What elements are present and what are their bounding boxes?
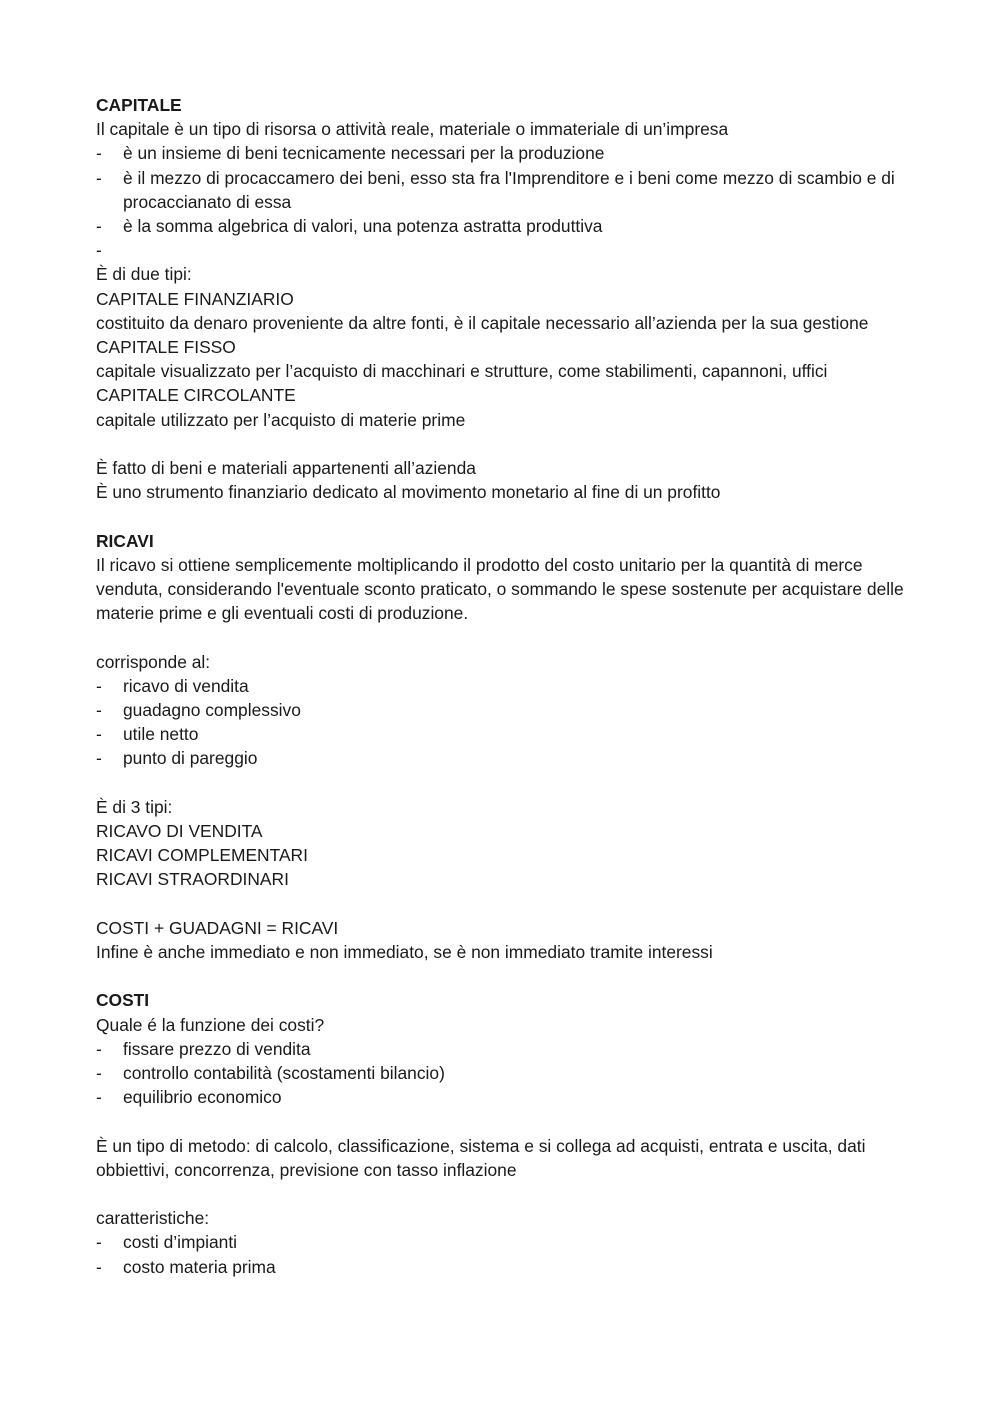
capitale-finanziario-label: CAPITALE FINANZIARIO [96,288,294,309]
list-item-text: è il mezzo di procaccamero dei beni, esso sta fra l'Imprenditore e i beni come mezzo di scambio e di procaccianato di essa [123,167,895,212]
section-costi [96,988,906,1278]
section-title-capitale: CAPITALE [96,95,182,115]
list-item [96,1230,906,1254]
section-capitale [96,93,906,504]
costi-features-list [96,1230,906,1278]
list-item-text [123,240,128,260]
list-item [96,166,906,214]
dash-marker: - [96,216,102,237]
ricavi-intro: Il ricavo si ottiene semplicemente moltiplicando il prodotto del costo unitario per la quantità di merce venduta, considerando l'eventuale sconto praticato, o sommando le spese sostenute per acquistare delle materie prime e gli eventuali costi di produzione. [96,554,904,624]
blank-line [96,964,906,988]
blank-line [96,1182,906,1206]
ricavi-corresponds-label: corrisponde al: [96,651,211,672]
list-item [96,746,906,770]
capitale-intro: Il capitale è un tipo di risorsa o attività reale, materiale o immateriale di un’impresa [96,119,729,140]
list-item [96,141,906,165]
list-item-text: utile netto [123,724,199,745]
list-item-text: costi d’impianti [123,1232,238,1253]
dash-marker: - [96,675,102,696]
capitale-closing-1: È fatto di beni e materiali appartenenti all’azienda [96,458,476,479]
list-item [96,1085,906,1109]
ricavi-closing: Infine è anche immediato e non immediato, se è non immediato tramite interessi [96,942,713,963]
section-title-costi: COSTI [96,990,150,1011]
dash-marker: - [96,1038,102,1059]
ricavi-type: RICAVI COMPLEMENTARI [96,845,308,866]
dash-marker: - [96,240,102,261]
costi-question: Quale é la funzione dei costi? [96,1014,325,1035]
list-item-text: equilibrio economico [123,1087,282,1108]
capitale-circolante-label: CAPITALE CIRCOLANTE [96,385,296,406]
ricavi-types-intro: È di 3 tipi: [96,796,173,817]
dash-marker: - [96,143,102,164]
dash-marker: - [96,1256,102,1277]
dash-marker: - [96,724,102,745]
blank-line [96,504,906,528]
section-title-ricavi: RICAVI [96,530,154,551]
list-item-text: punto di pareggio [123,748,258,769]
document-page [96,93,906,1279]
list-item [96,238,906,262]
costi-features-label: caratteristiche: [96,1208,210,1229]
dash-marker: - [96,1063,102,1084]
list-item [96,722,906,746]
capitale-finanziario-text: costituito da denaro proveniente da altre fonti, è il capitale necessario all’azienda per la sua gestione [96,312,869,333]
ricavi-type: RICAVI STRAORDINARI [96,869,289,890]
list-item-text: fissare prezzo di vendita [123,1038,311,1059]
dash-marker: - [96,1232,102,1253]
list-item [96,674,906,698]
list-item-text: è la somma algebrica di valori, una potenza astratta produttiva [123,216,603,237]
list-item [96,1061,906,1085]
list-item [96,1037,906,1061]
blank-line [96,432,906,456]
costi-method: È un tipo di metodo: di calcolo, classificazione, sistema e si collega ad acquisti, entrata e uscita, dati obbiettivi, concorrenza, previsione con tasso inflazione [96,1135,866,1180]
list-item [96,214,906,238]
costi-bullet-list [96,1037,906,1110]
list-item-text: guadagno complessivo [123,700,301,721]
list-item [96,698,906,722]
list-item-text: costo materia prima [123,1256,276,1277]
blank-line [96,892,906,916]
list-item-text: è un insieme di beni tecnicamente necessari per la produzione [123,143,605,164]
capitale-circolante-text: capitale utilizzato per l’acquisto di materie prime [96,409,466,430]
blank-line [96,1109,906,1133]
dash-marker: - [96,700,102,721]
capitale-types-intro: È di due tipi: [96,264,192,285]
section-ricavi [96,529,906,965]
dash-marker: - [96,1087,102,1108]
capitale-closing-2: È uno strumento finanziario dedicato al movimento monetario al fine di un profitto [96,482,721,503]
capitale-fisso-text: capitale visualizzato per l’acquisto di macchinari e strutture, come stabilimenti, capannoni, uffici [96,361,828,382]
ricavi-bullet-list [96,674,906,771]
ricavi-type: RICAVO DI VENDITA [96,821,263,842]
list-item-text: ricavo di vendita [123,675,249,696]
list-item-text: controllo contabilità (scostamenti bilancio) [123,1063,445,1084]
capitale-fisso-label: CAPITALE FISSO [96,337,236,358]
list-item [96,1255,906,1279]
dash-marker: - [96,167,102,188]
dash-marker: - [96,748,102,769]
blank-line [96,771,906,795]
ricavi-formula: COSTI + GUADAGNI = RICAVI [96,917,339,938]
capitale-bullet-list [96,141,906,262]
blank-line [96,625,906,649]
